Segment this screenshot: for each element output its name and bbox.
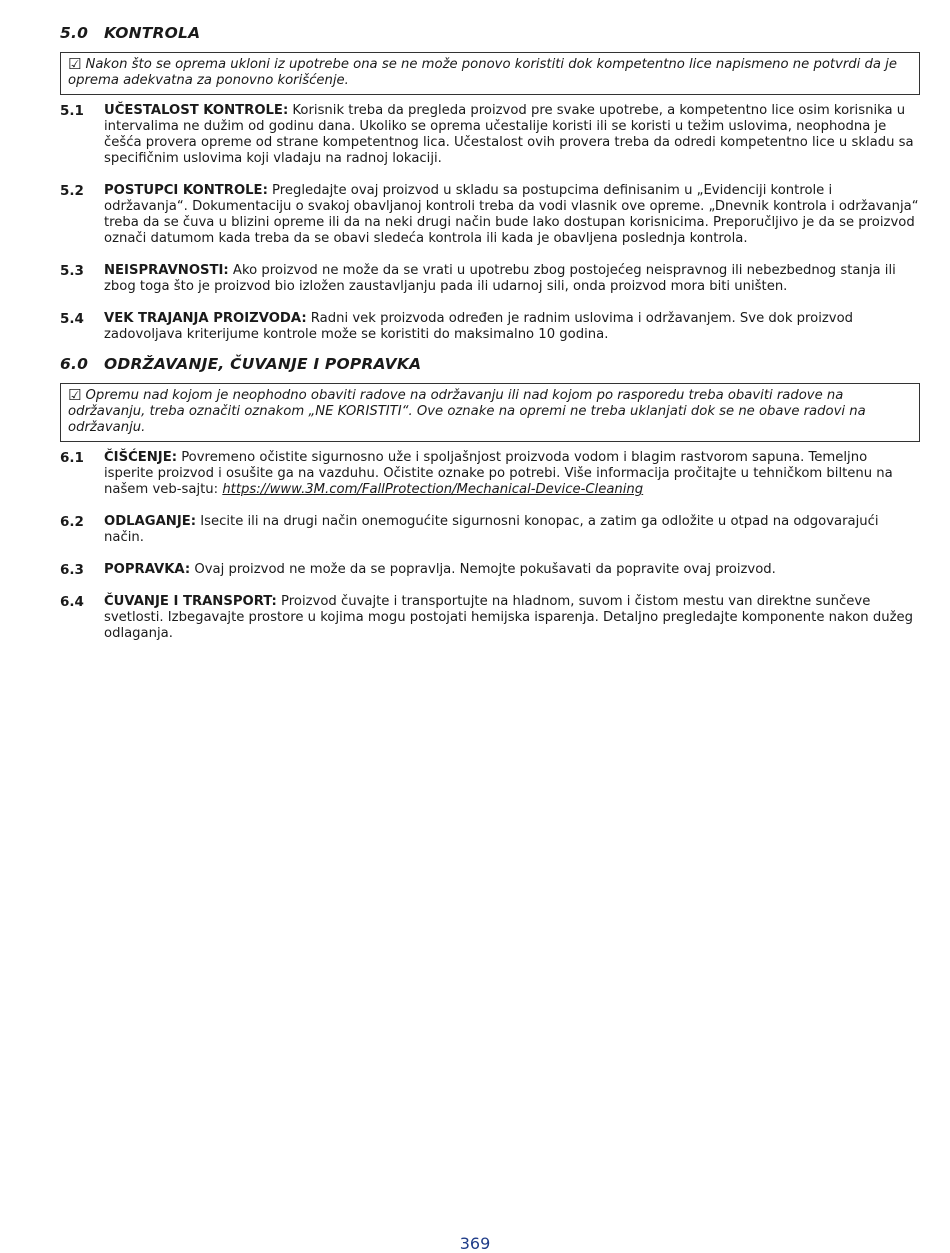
checkbox-icon: ☑ bbox=[68, 386, 82, 404]
item-number: 5.3 bbox=[60, 263, 84, 279]
item-number: 5.2 bbox=[60, 183, 84, 199]
item-number: 6.3 bbox=[60, 562, 84, 578]
item-heading: ČUVANJE I TRANSPORT: bbox=[104, 594, 277, 609]
item-number: 5.4 bbox=[60, 311, 84, 327]
note-text: Opremu nad kojom je neophodno obaviti radove na održavanju ili nad kojom po rasporedu treba obaviti radove na održavanju, treba označiti oznakom „NE KORISTITI“. Ove oznake na opremi ne treba uklanjati dok se ne obave radovi na održavanju. bbox=[68, 388, 866, 435]
item-number: 5.1 bbox=[60, 103, 84, 119]
item-text: Povremeno očistite sigurnosno uže i spoljašnjost proizvoda vodom i blagim rastvorom sapuna. Temeljno isperite proizvod i osušite ga na vazduhu. Očistite oznake po potrebi. Više informacija pročitajte u tehničkom biltenu na našem veb-sajtu: bbox=[104, 450, 893, 497]
document-page bbox=[60, 24, 920, 658]
page-number: 369 bbox=[459, 1234, 491, 1253]
section-5-heading bbox=[60, 24, 920, 42]
cleaning-link[interactable]: https://www.3M.com/FallProtection/Mechanical-Device-Cleaning bbox=[222, 482, 644, 497]
item-heading: POPRAVKA: bbox=[104, 562, 191, 577]
list-item bbox=[60, 594, 920, 642]
item-number: 6.4 bbox=[60, 594, 84, 610]
item-text: Isecite ili na drugi način onemogućite sigurnosni konopac, a zatim ga odložite u otpad na odgovarajući način. bbox=[104, 514, 879, 545]
item-heading: VEK TRAJANJA PROIZVODA: bbox=[104, 311, 307, 326]
note-text: Nakon što se oprema ukloni iz upotrebe ona se ne može ponovo koristiti dok kompetentno lice napismeno ne potvrdi da je oprema adekvatna za ponovno korišćenje. bbox=[68, 57, 897, 88]
section-title: KONTROLA bbox=[104, 24, 201, 42]
item-number: 6.2 bbox=[60, 514, 84, 530]
list-item bbox=[60, 562, 920, 578]
item-text: Ako proizvod ne može da se vrati u upotrebu zbog postojećeg neispravnog ili nebezbednog stanja ili zbog toga što je proizvod bio izložen zaustavljanju pada ili udarnoj sili, onda proizvod mora biti uništen. bbox=[104, 263, 896, 294]
section-number: 5.0 bbox=[60, 24, 89, 42]
list-item bbox=[60, 450, 920, 498]
section-title: ODRŽAVANJE, ČUVANJE I POPRAVKA bbox=[104, 355, 422, 373]
section-number: 6.0 bbox=[60, 355, 89, 373]
note-box bbox=[60, 383, 920, 442]
list-item bbox=[60, 183, 920, 247]
item-heading: POSTUPCI KONTROLE: bbox=[104, 183, 268, 198]
item-text: Pregledajte ovaj proizvod u skladu sa postupcima definisanim u „Evidenciji kontrole i održavanja“. Dokumentaciju o svakoj obavljanoj kontroli treba da vodi vlasnik ove opreme. „Dnevnik kontrola i održavanja“ treba da se čuva u blizini opreme ili da na neki drugi način bude lako dostupan korisnicima. Preporučljivo je da se proizvod označi datumom kada treba da se obavi sledeća kontrola ili kada je obavljena poslednja kontrola. bbox=[104, 183, 919, 246]
item-heading: ODLAGANJE: bbox=[104, 514, 197, 529]
item-heading: ČIŠĆENJE: bbox=[104, 450, 177, 465]
item-text: Radni vek proizvoda određen je radnim uslovima i održavanjem. Sve dok proizvod zadovoljava kriterijume kontrole može se koristiti do maksimalno 10 godina. bbox=[104, 311, 854, 342]
item-text: Korisnik treba da pregleda proizvod pre svake upotrebe, a kompetentno lice osim korisnika u intervalima ne dužim od godinu dana. Ukoliko se oprema učestalije koristi ili se koristi u težim uslovima, neophodna je češća provera opreme od strane kompetentnog lica. Učestalost ovih provera treba da odredi kompetentno lice u skladu sa specifičnim uslovima koji vladaju na radnoj lokaciji. bbox=[104, 103, 914, 166]
list-item bbox=[60, 311, 920, 343]
section-6-heading bbox=[60, 355, 920, 373]
list-item bbox=[60, 103, 920, 167]
item-number: 6.1 bbox=[60, 450, 84, 466]
item-text: Ovaj proizvod ne može da se popravlja. Nemojte pokušavati da popravite ovaj proizvod. bbox=[194, 562, 776, 577]
list-item bbox=[60, 514, 920, 546]
list-item bbox=[60, 263, 920, 295]
checkbox-icon: ☑ bbox=[68, 55, 82, 73]
item-text: Proizvod čuvajte i transportujte na hladnom, suvom i čistom mestu van direktne sunčeve svetlosti. Izbegavajte prostore u kojima mogu postojati hemijska isparenja. Detaljno pregledajte komponente nakon dužeg odlaganja. bbox=[104, 594, 913, 641]
item-heading: UČESTALOST KONTROLE: bbox=[104, 103, 289, 118]
item-heading: NEISPRAVNOSTI: bbox=[104, 263, 229, 278]
note-box bbox=[60, 52, 920, 95]
